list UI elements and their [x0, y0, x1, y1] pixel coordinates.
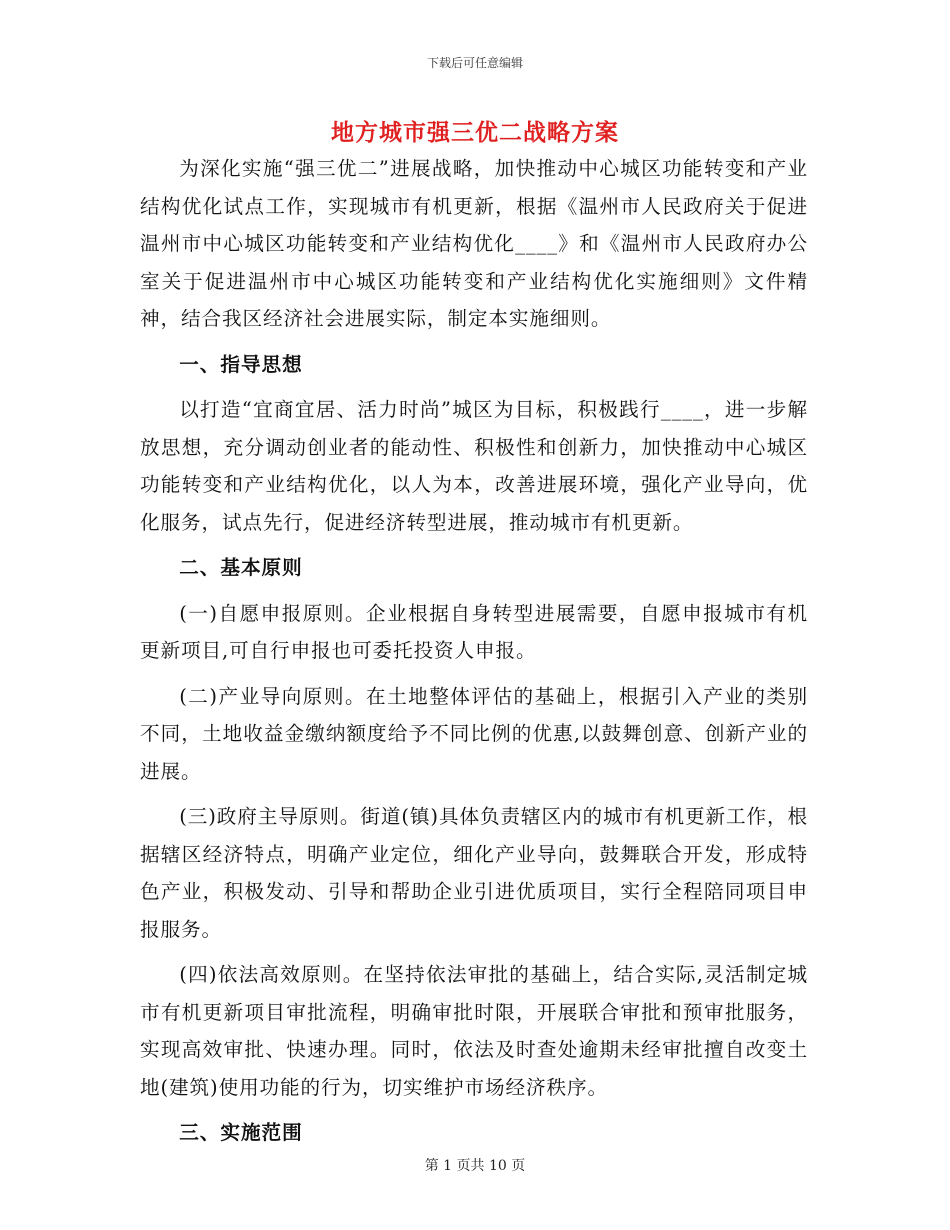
- section-heading-scope: 三、实施范围: [179, 1121, 303, 1144]
- principle-lawful-efficient: (四)依法高效原则。在坚持依法审批的基础上，结合实际,灵活制定城市有机更新项目审批流程，明确审批时限，开展联合审批和预审批服务，实现高效审批、快速办理。同时，依法及时查处逾期未经审批擅自改变土地(建筑)使用功能的行为，切实维护市场经济秩序。: [140, 963, 808, 1099]
- section-heading-basic-principles: 二、基本原则: [179, 556, 303, 579]
- document-title: 地方城市强三优二战略方案: [331, 119, 619, 146]
- spacer: [140, 670, 808, 678]
- document-body: [140, 150, 808, 1152]
- spacer: [140, 1106, 808, 1114]
- principle-voluntary: (一)自愿申报原则。企业根据自身转型进展需要，自愿申报城市有机更新项目,可自行申报也可委托投资人申报。: [140, 601, 808, 662]
- spacer: [140, 587, 808, 595]
- spacer: [140, 541, 808, 549]
- spacer: [140, 383, 808, 391]
- spacer: [140, 790, 808, 798]
- page-footer: 第 1 页共 10 页: [424, 1158, 526, 1174]
- page-header: 下载后可任意编辑: [426, 56, 523, 70]
- spacer: [140, 338, 808, 346]
- section-heading-guiding-ideology: 一、指导思想: [179, 352, 303, 376]
- intro-paragraph: 为深化实施“强三优二”进展战略，加快推动中心城区功能转变和产业结构优化试点工作，实现城市有机更新，根据《温州市人民政府关于促进温州市中心城区功能转变和产业结构优化____》和《温州市人民政府办公室关于促进温州市中心城区功能转变和产业结构优化实施细则》文件精神，结合我区经济社会进展实际，制定本实施细则。: [140, 157, 808, 330]
- principle-industry-guidance: (二)产业导向原则。在土地整体评估的基础上，根据引入产业的类别不同，土地收益金缴纳额度给予不同比例的优惠,以鼓舞创意、创新产业的进展。: [140, 684, 808, 783]
- guiding-ideology-paragraph: 以打造“宜商宜居、活力时尚”城区为目标，积极践行____，进一步解放思想，充分调动创业者的能动性、积极性和创新力，加快推动中心城区功能转变和产业结构优化，以人为本，改善进展环境，强化产业导向，优化服务，试点先行，促进经济转型进展，推动城市有机更新。: [140, 398, 808, 534]
- spacer: [140, 948, 808, 956]
- principle-government-led: (三)政府主导原则。街道(镇)具体负责辖区内的城市有机更新工作，根据辖区经济特点，明确产业定位，细化产业导向，鼓舞联合开发，形成特色产业，积极发动、引导和帮助企业引进优质项目，实行全程陪同项目申报服务。: [140, 805, 808, 941]
